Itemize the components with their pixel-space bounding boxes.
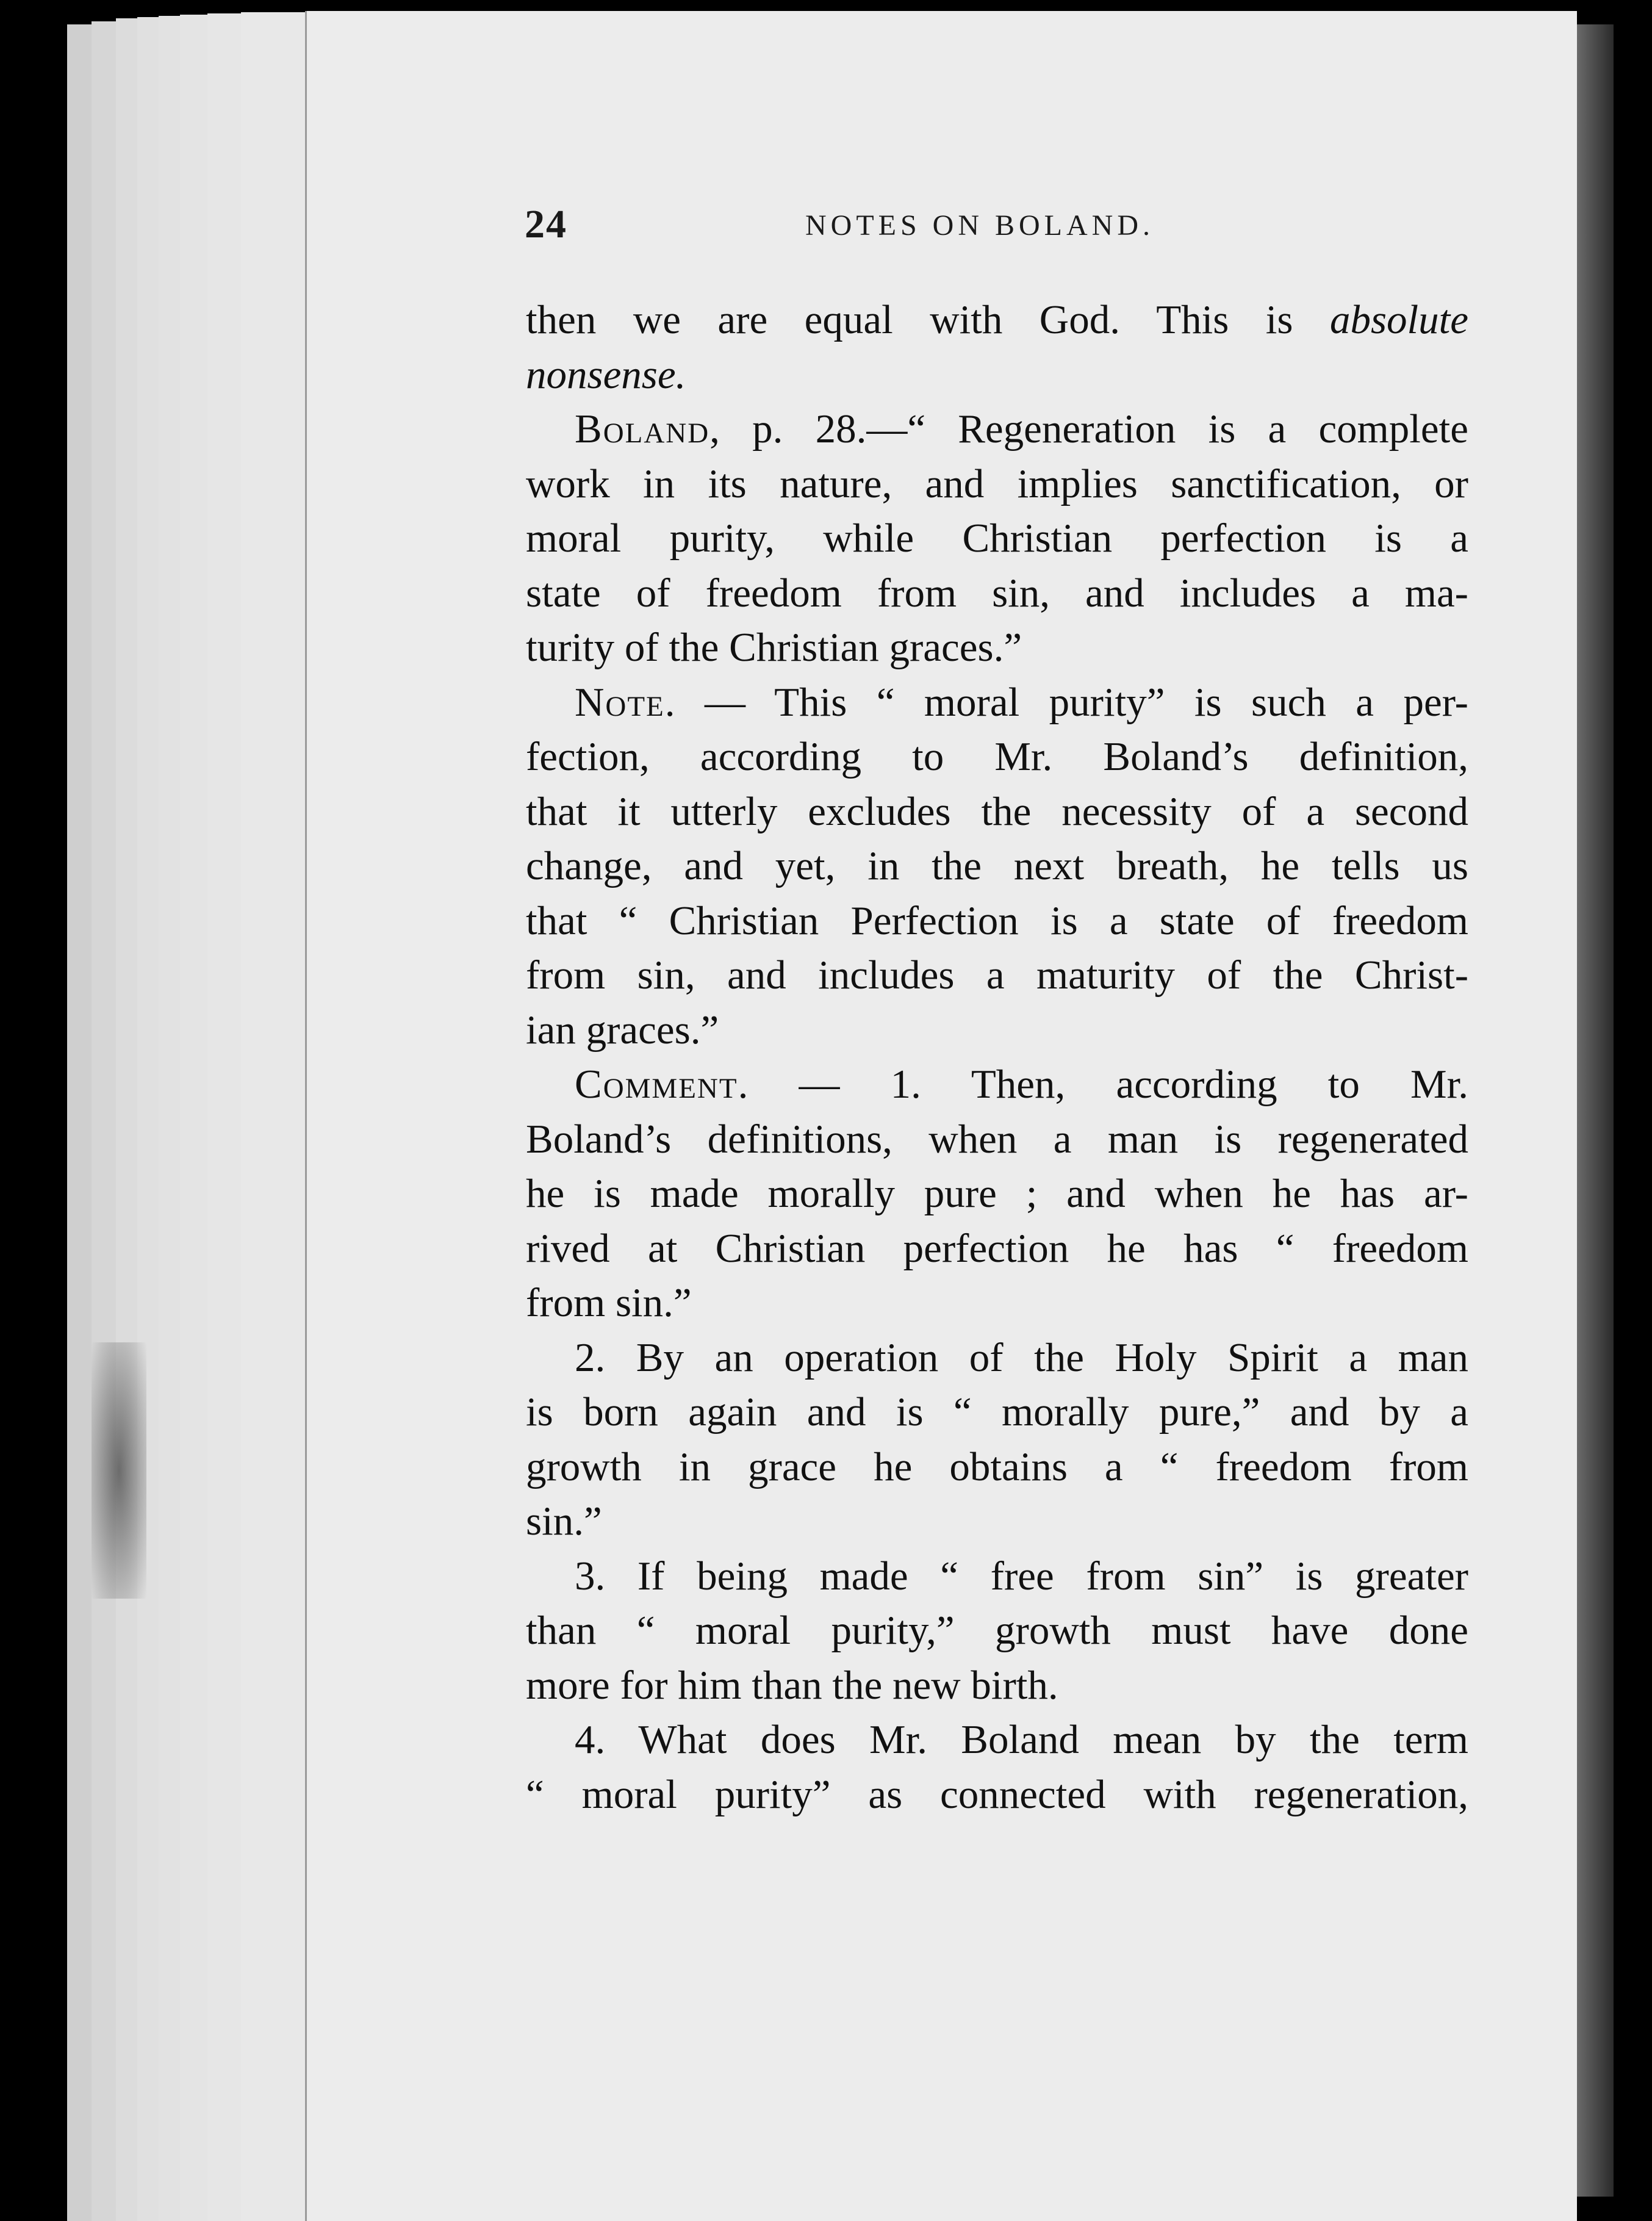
text-line [526,402,1468,457]
text-line [526,1057,1468,1112]
text-line: ian graces.” [526,1007,719,1053]
text-line [526,293,1468,348]
text-line: that it utterly excludes the necessity of a second [526,788,1468,834]
small-caps-text: Comment [575,1062,738,1107]
text-line: fection, according to Mr. Boland’s definition, [526,734,1468,779]
page-number: 24 [525,202,567,247]
text-span: . — 1. Then, according to Mr. [738,1062,1468,1107]
text-line: moral purity, while Christian perfection is a [526,516,1468,561]
text-line: rived at Christian perfection he has “ freedom [526,1225,1468,1271]
text-line: than “ moral purity,” growth must have done [526,1608,1468,1653]
text-line: nonsense. [526,351,686,397]
text-line: from sin, and includes a maturity of the Christ- [526,952,1468,998]
body-text [526,293,1468,1822]
text-line: is born again and is “ morally pure,” and by a [526,1389,1468,1434]
text-span: then we are equal with God. This is [526,297,1330,342]
page-fold [1577,24,1614,2197]
italic-text: absolute [1329,297,1468,342]
running-title: NOTES ON BOLAND. [805,209,1154,242]
text-line: 2. By an operation of the Holy Spirit a man [575,1334,1468,1380]
text-line: he is made morally pure ; and when he has ar- [526,1171,1468,1216]
text-line: work in its nature, and implies sanctification, or [526,461,1468,506]
text-span: , p. 28.—“ Regeneration is a complete [709,406,1468,452]
page-header [525,201,1476,250]
text-line: change, and yet, in the next breath, he tells us [526,843,1468,888]
text-line: state of freedom from sin, and includes a ma- [526,570,1468,616]
text-span: . — This “ moral purity” is such a per- [664,679,1468,725]
text-line: turity of the Christian graces.” [526,625,1022,670]
text-line: more for him than the new birth. [526,1662,1058,1708]
scan-smudge [92,1342,146,1599]
text-line: “ moral purity” as connected with regeneration, [526,1771,1468,1817]
text-line: that “ Christian Perfection is a state of freedom [526,898,1468,943]
text-line: sin.” [526,1499,602,1544]
small-caps-text: Note [575,679,665,725]
small-caps-text: Boland [575,406,710,452]
text-line: 3. If being made “ free from sin” is greater [575,1553,1468,1599]
text-line [526,675,1468,730]
text-line: from sin.” [526,1280,692,1325]
text-line: 4. What does Mr. Boland mean by the term [575,1717,1468,1762]
text-line: Boland’s definitions, when a man is regenerated [526,1116,1468,1162]
text-line: growth in grace he obtains a “ freedom from [526,1444,1468,1489]
